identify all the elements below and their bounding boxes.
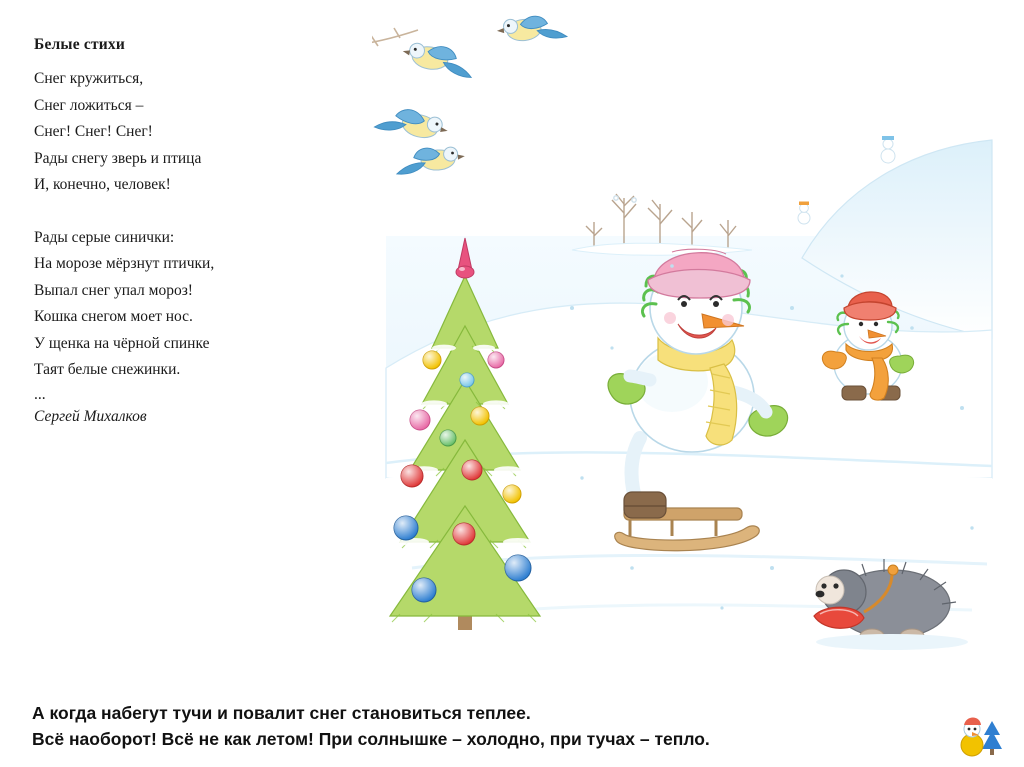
branch xyxy=(372,28,418,48)
poem-line: Рады снегу зверь и птица xyxy=(34,149,202,167)
bird xyxy=(400,40,475,78)
small-snowman-far-2 xyxy=(798,202,810,225)
poem-line: Выпал снег упал мороз! xyxy=(34,281,193,299)
birds-group xyxy=(372,8,567,175)
mini-snowman xyxy=(961,718,983,757)
poem-author: Сергей Михалков xyxy=(34,407,147,425)
poem-line: У щенка на чёрной спинке xyxy=(34,334,210,352)
winter-illustration xyxy=(372,8,1012,668)
bird xyxy=(395,145,466,174)
mini-fir-tree xyxy=(982,721,1002,755)
poem-line: Снег ложиться – xyxy=(34,96,144,114)
poem-line: Снег! Снег! Снег! xyxy=(34,123,153,140)
poem-line: И, конечно, человек! xyxy=(34,176,171,193)
poem-line: Кошка снегом моет нос. xyxy=(34,308,193,325)
poem-block xyxy=(34,36,364,426)
poem-line: Снег кружиться, xyxy=(34,70,144,87)
caption-line-1: А когда набегут тучи и повалит снег становиться теплее. xyxy=(32,703,531,723)
poem-title: Белые стихи xyxy=(34,36,125,53)
caption-line-2: Всё наоборот! Всё не как летом! При солнышке – холодно, при тучах – тепло. xyxy=(32,729,710,749)
corner-snowman-mark xyxy=(952,705,1008,761)
small-snowman-far xyxy=(881,136,895,163)
bird xyxy=(374,102,450,145)
poem-ellipsis: ... xyxy=(34,385,46,403)
stanza-gap xyxy=(34,199,364,225)
poem-line: Рады серые синички: xyxy=(34,228,175,246)
poem-line: На морозе мёрзнут птички, xyxy=(34,255,215,272)
poem-line: Таят белые снежинки. xyxy=(34,361,181,378)
bird xyxy=(496,13,567,44)
bottom-caption xyxy=(32,700,962,752)
